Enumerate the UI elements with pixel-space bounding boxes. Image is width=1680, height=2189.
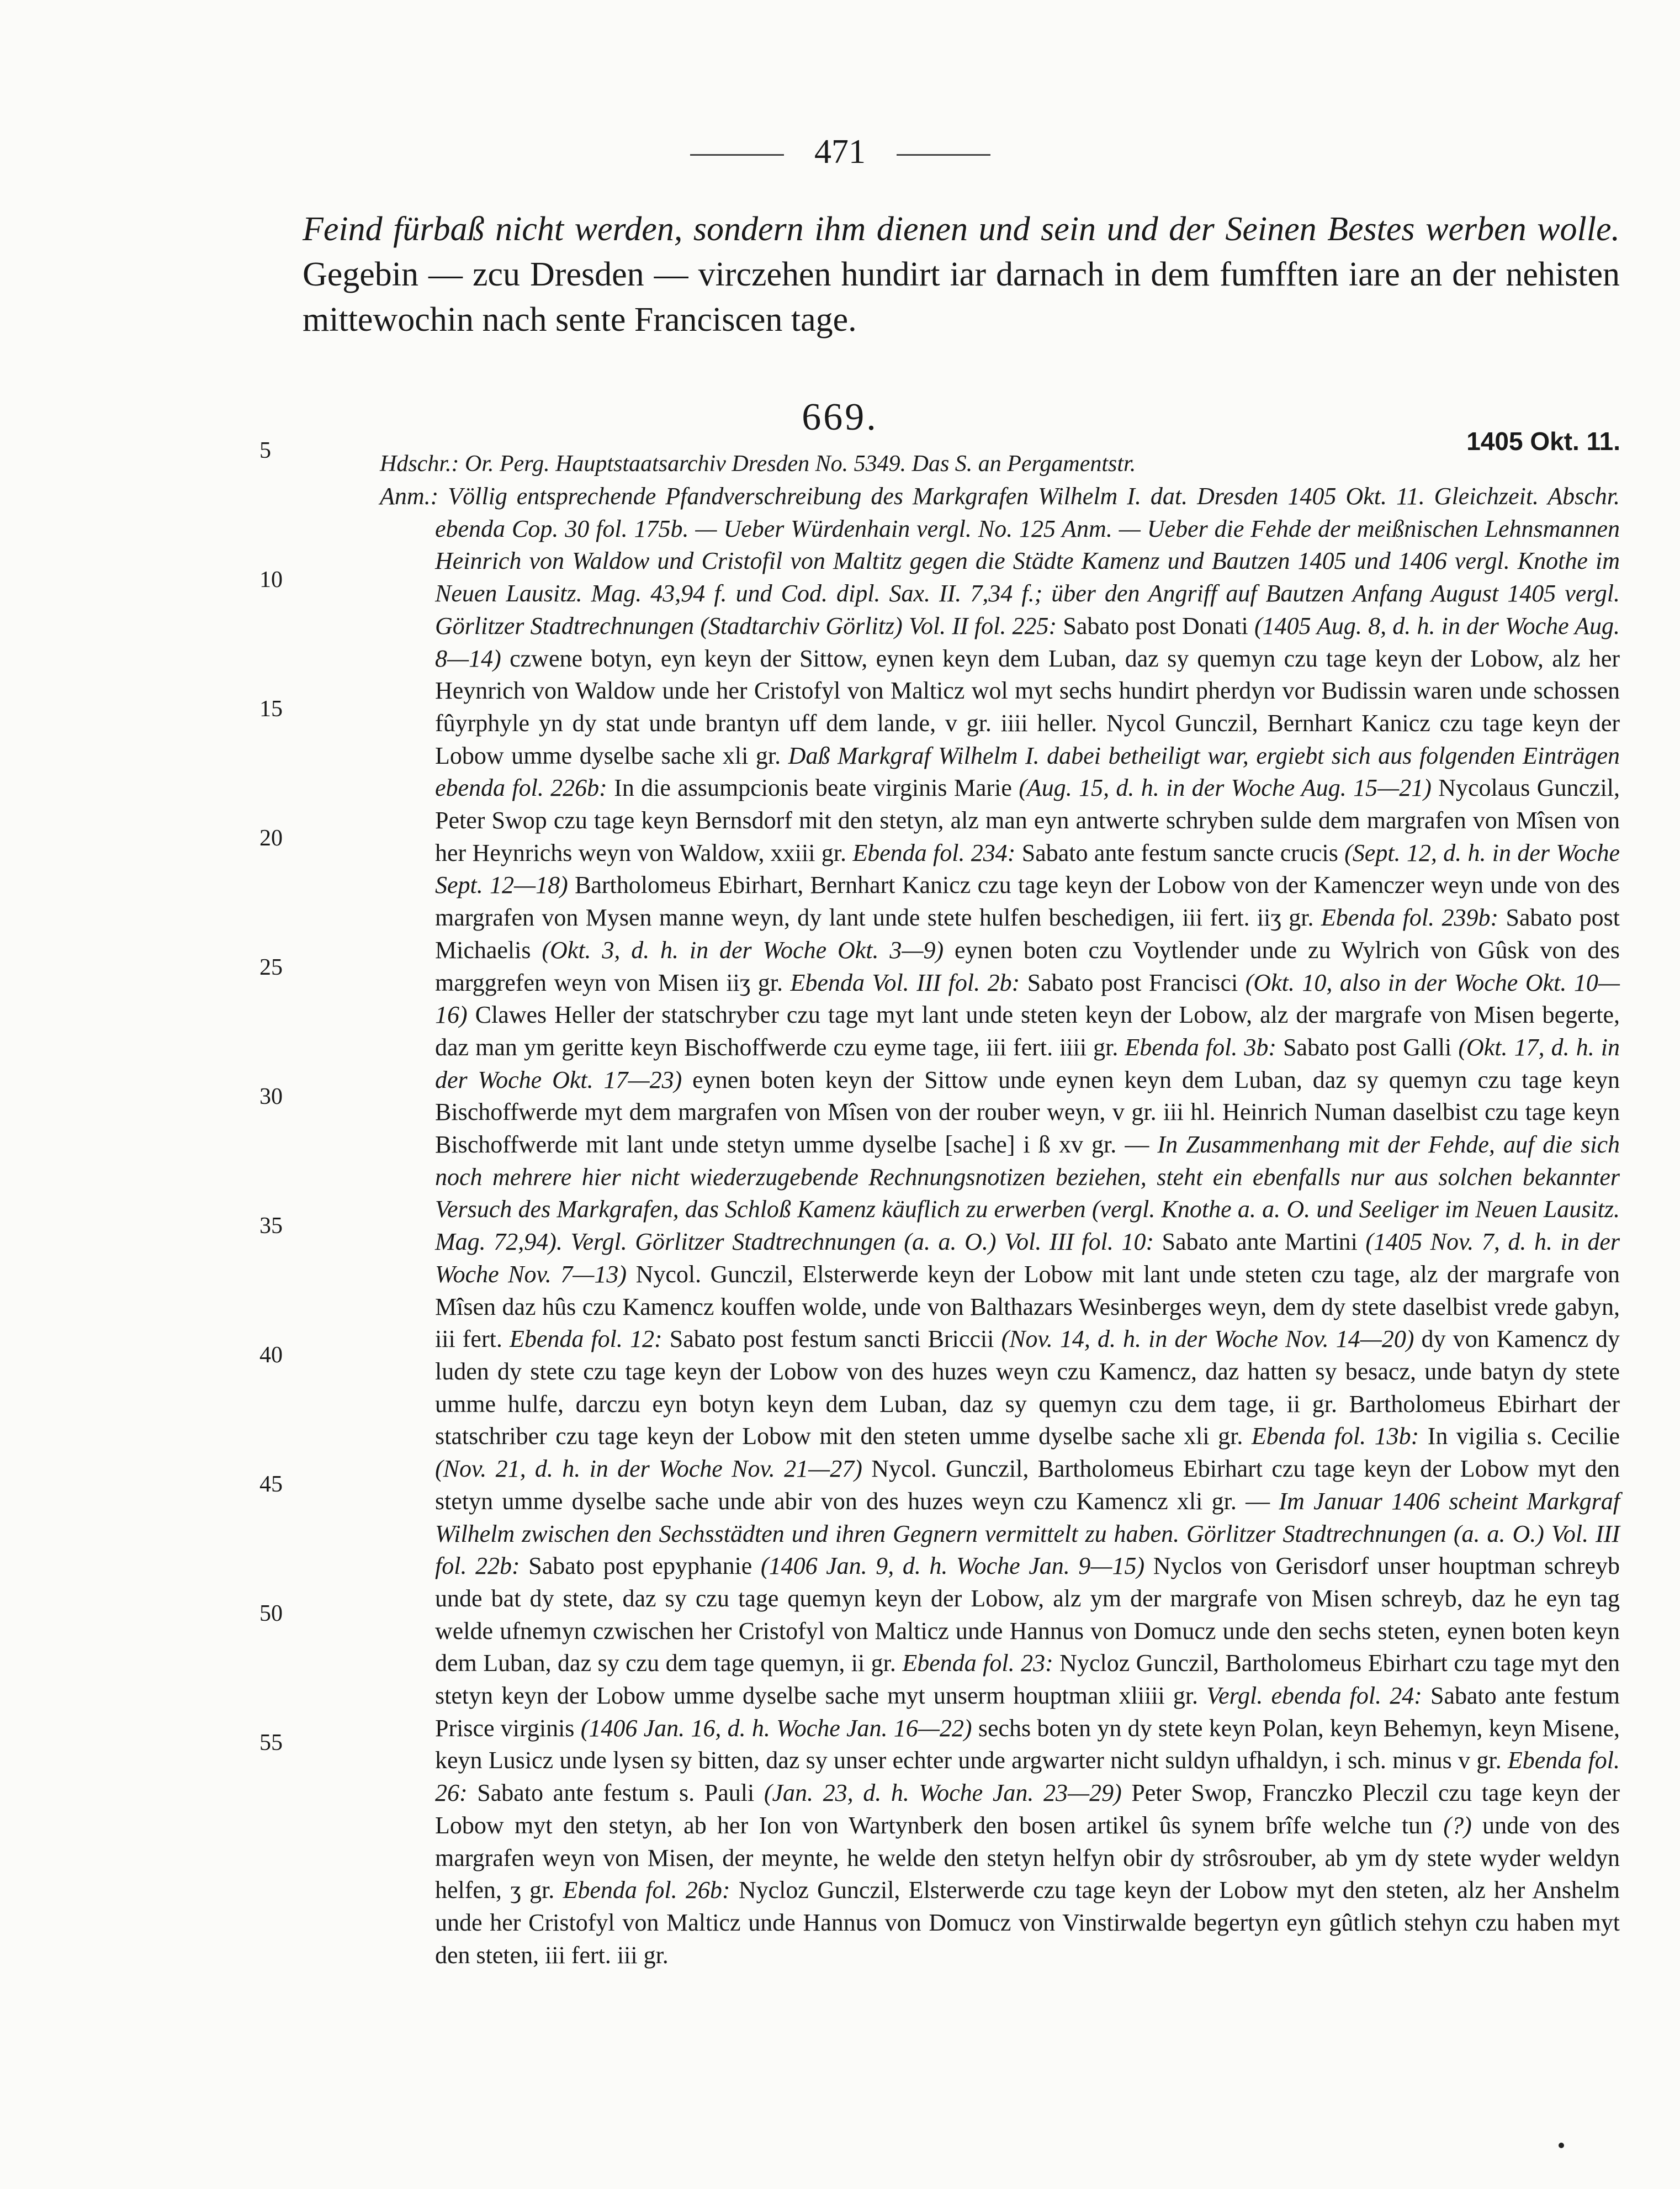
annotation-roman-segment: Sabato ante festum s. Pauli bbox=[467, 1779, 764, 1807]
annotation-roman-segment: Sabato ante festum sancte crucis bbox=[1015, 839, 1345, 866]
intro-paragraph bbox=[303, 207, 1620, 342]
annotation-italic-segment: Ebenda fol. 12: bbox=[509, 1325, 663, 1353]
annotation-roman-segment: Nycolaus Gunczil, Peter Swop czu tage keyn Bernsdorf mit den stetyn, alz man eyn antwerte schryben sulde dem margrafen von Mîsen von her Heynrichs weyn von Waldow, xxiii gr. bbox=[435, 774, 1620, 866]
annotation-roman-segment: dy von Kamencz dy luden dy stete czu tage keyn der Lobow von des huzes weyn czu Kamencz, daz hatten sy besacz, unde batyn dy stete umme hulfe, darczu eyn botyn keyn dem Luban, daz sy quemyn czu dem tage, ii gr. Bartholomeus Ebirhart der statschriber czu tage keyn der Lobow mit den steten umme dyselbe sache xli gr. bbox=[435, 1325, 1620, 1450]
margin-line-number: 30 bbox=[259, 1084, 283, 1109]
annotation-roman-segment: In die assumpcionis beate virginis Marie bbox=[607, 774, 1019, 802]
annotation-roman-segment: Sabato post Galli bbox=[1276, 1033, 1459, 1061]
annotation-italic-segment: (Sept. 12, d. h. in der Woche Sept. 12—18) bbox=[435, 839, 1620, 899]
annotation-italic-segment: In Zusammenhang mit der Fehde, auf die sich noch mehrere hier nicht wiederzugebende Rechnungsnotizen beziehen, steht ein ebenfalls nur aus solchen bekannter Versuch des Markgrafen, das Schloß Kamenz käuflich zu erwerben (vergl. Knothe a. a. O. und Seeliger im Neuen Lausitz. Mag. 72,94). Vergl. Görlitzer Stadtrechnungen (a. a. O.) Vol. III fol. 10: bbox=[435, 1131, 1620, 1256]
annotation-roman-segment: Sabato post Donati bbox=[1057, 612, 1254, 639]
margin-line-number: 15 bbox=[259, 696, 283, 722]
margin-line-number: 55 bbox=[259, 1730, 283, 1756]
annotation-italic-segment: (1406 Jan. 16, d. h. Woche Jan. 16—22) bbox=[580, 1714, 972, 1742]
margin-line-number: 5 bbox=[259, 438, 271, 463]
intro-roman-text: Gegebin — zcu Dresden — virczehen hundirt iar darnach in dem fumfften iare an der nehisten mittewochin nach sente Franciscen tage. bbox=[303, 256, 1620, 339]
annotation-italic-segment: Ebenda fol. 26: bbox=[435, 1747, 1620, 1807]
annotation-roman-segment: Sabato post festum sancti Briccii bbox=[662, 1325, 1001, 1353]
annotation-roman-segment: Nycol. Gunczil, Bartholomeus Ebirhart czu tage keyn der Lobow myt den stetyn umme dyselbe sache unde abir von des huzes weyn czu Kamencz xli gr. — bbox=[435, 1455, 1620, 1515]
annotation-italic-segment: (Nov. 14, d. h. in der Woche Nov. 14—20) bbox=[1001, 1325, 1414, 1353]
annotation-roman-segment: Sabato post epyphanie bbox=[520, 1552, 761, 1580]
annotation-italic-segment: Ebenda fol. 23: bbox=[902, 1649, 1053, 1677]
annotation-block bbox=[380, 480, 1620, 1971]
annotation-roman-segment: Sabato ante festum Prisce virginis bbox=[435, 1682, 1620, 1742]
annotation-italic-segment: (Nov. 21, d. h. in der Woche Nov. 21—27) bbox=[435, 1455, 862, 1483]
margin-line-number: 45 bbox=[259, 1472, 283, 1497]
annotation-roman-segment: Nycloz Gunczil, Bartholomeus Ebirhart czu tage myt den stetyn keyn der Lobow umme dyselbe sache myt unserm houptman xliiii gr. bbox=[435, 1649, 1620, 1710]
header-rule-left bbox=[690, 154, 784, 156]
margin-line-number: 20 bbox=[259, 826, 283, 851]
manuscript-note: Hdschr.: Or. Perg. Hauptstaatsarchiv Dresden No. 5349. Das S. an Pergamentstr. bbox=[380, 451, 1136, 477]
annotation-roman-segment: Sabato ante Martini bbox=[1154, 1228, 1366, 1256]
annotation-roman-segment: Nycloz Gunczil, Elsterwerde czu tage keyn der Lobow myt den steten, alz her Anshelm unde her Cristofyl von Malticz unde Hannus von Domucz von Vinstirwalde begertyn eyn gûtlich stehyn czu haben myt den steten, iii fert. iii gr. bbox=[435, 1876, 1620, 1969]
margin-line-number: 10 bbox=[259, 567, 283, 593]
annotation-italic-segment: (Okt. 3, d. h. in der Woche Okt. 3—9) bbox=[542, 936, 944, 964]
annotation-roman-segment: sechs boten yn dy stete keyn Polan, keyn Behemyn, keyn Misene, keyn Lusicz unde lysen sy bitten, daz sy unser echter unde argwarter nicht suldyn ufhaldyn, i sch. minus v gr. bbox=[435, 1714, 1620, 1774]
annotation-roman-segment: Sabato post Francisci bbox=[1020, 969, 1246, 996]
annotation-roman-segment: eynen boten czu Voytlender unde zu Wylrich von Gûsk von des marggrefen weyn von Misen iiʒ gr. bbox=[435, 936, 1620, 996]
document-number: 669. bbox=[802, 396, 878, 438]
annotation-italic-segment: (?) bbox=[1443, 1811, 1472, 1839]
page-number: 471 bbox=[814, 133, 866, 171]
annotation-roman-segment: Nycol. Gunczil, Elsterwerde keyn der Lobow mit lant unde steten czu tage, alz der margrafe von Mîsen daz hûs czu Kamencz kouffen wolde, unde von Balthazars Wesinberges weyn, dem dy stete daselbist vrede gabyn, iii fert. bbox=[435, 1260, 1620, 1353]
annotation-roman-segment: eynen boten keyn der Sittow unde eynen keyn dem Luban, daz sy quemyn czu tage keyn Bischoffwerde myt dem margrafen von Mîsen von der rouber weyn, v gr. iii hl. Heinrich Numan daselbist czu tage keyn Bischoffwerde mit lant unde stetyn umme dyselbe [sache] i ß xv gr. — bbox=[435, 1066, 1620, 1159]
annotation-italic-segment: Ebenda fol. 26b: bbox=[563, 1876, 730, 1904]
page-header bbox=[0, 133, 1680, 172]
annotation-italic-segment: Ebenda fol. 239b: bbox=[1321, 904, 1499, 932]
annotation-italic-segment: Ebenda fol. 13b: bbox=[1251, 1423, 1419, 1450]
annotation-italic-segment: (Okt. 17, d. h. in der Woche Okt. 17—23) bbox=[435, 1033, 1620, 1093]
annotation-italic-segment: (1406 Jan. 9, d. h. Woche Jan. 9—15) bbox=[760, 1552, 1145, 1580]
intro-italic-text: Feind fürbaß nicht werden, sondern ihm dienen und sein und der Seinen Bestes werben wolle. bbox=[303, 210, 1620, 248]
annotation-italic-segment: Im Januar 1406 scheint Markgraf Wilhelm zwischen den Sechsstädten und ihren Gegnern vermittelt zu haben. Görlitzer Stadtrechnungen (a. a. O.) Vol. III fol. 22b: bbox=[435, 1487, 1620, 1580]
annotation-roman-segment: Sabato post Michaelis bbox=[435, 904, 1620, 964]
margin-line-number: 35 bbox=[259, 1213, 283, 1239]
annotation-roman-segment: czwene botyn, eyn keyn der Sittow, eynen keyn dem Luban, daz sy quemyn czu tage keyn der Lobow, alz her Heynrich von Waldow unde her Cristofyl von Malticz wol myt sechs hundirt pherdyn vor Budissin waren unde schossen fûyrphyle yn dy stat unde brantyn uff dem lande, v gr. iiii heller. Nycol Gunczil, Bernhart Kanicz czu tage keyn der Lobow umme dyselbe sache xli gr. bbox=[435, 644, 1620, 769]
annotation-roman-segment: unde von des margrafen weyn von Misen, der meynte, he welde den stetyn helfyn obir dy strôsrouber, ab ym dy stete wyder weldyn helfen, ʒ gr. bbox=[435, 1811, 1620, 1904]
annotation-roman-segment: Clawes Heller der statschryber czu tage myt lant unde steten keyn der Lobow, alz der margrafe von Misen begerte, daz man ym geritte keyn Bischoffwerde czu eyme tage, iii fert. iiii gr. bbox=[435, 1001, 1620, 1061]
annotation-italic-segment: Ebenda Vol. III fol. 2b: bbox=[790, 969, 1020, 996]
annotation-italic-segment: (1405 Aug. 8, d. h. in der Woche Aug. 8—14) bbox=[435, 612, 1620, 672]
annotation-roman-segment: Peter Swop, Franczko Pleczil czu tage keyn der Lobow myt den stetyn, ab her Ion von Wartynberk den bosen artikel ûs synem brîfe welche tun bbox=[435, 1779, 1620, 1839]
annotation-italic-segment: Ebenda fol. 234: bbox=[852, 839, 1016, 866]
annotation-italic-segment: Vergl. ebenda fol. 24: bbox=[1206, 1682, 1422, 1710]
margin-line-number: 40 bbox=[259, 1342, 283, 1368]
annotation-roman-segment: Nyclos von Gerisdorf unser houptman schreyb unde bat dy stete, daz sy czu tage quemyn keyn der Lobow, alz ym der margrafe von Misen schreyb, daz he eyn tag welde ufnemyn czwischen her Cristofyl von Malticz unde Hannus von Domucz unde den sechs steten, eynen boten keyn dem Luban, daz sy czu dem tage quemyn, ii gr. bbox=[435, 1552, 1620, 1677]
annotation-italic-segment: Ebenda fol. 3b: bbox=[1125, 1033, 1277, 1061]
header-rule-right bbox=[897, 154, 990, 156]
document-date: 1405 Okt. 11. bbox=[1466, 427, 1620, 456]
annotation-roman-segment: In vigilia s. Cecilie bbox=[1419, 1423, 1620, 1450]
annotation-italic-segment: (Aug. 15, d. h. in der Woche Aug. 15—21) bbox=[1019, 774, 1432, 802]
annotation-italic-segment: (Okt. 10, also in der Woche Okt. 10—16) bbox=[435, 969, 1620, 1029]
margin-line-number: 25 bbox=[259, 955, 283, 980]
annotation-italic-segment: Anm.: Völlig entsprechende Pfandverschreibung des Markgrafen Wilhelm I. dat. Dresden 1405 Okt. 11. Gleichzeit. Abschr. ebenda Cop. 30 fol. 175b. — Ueber Würdenhain vergl. No. 125 Anm. — Ueber die Fehde der meißnischen Lehnsmannen Heinrich von Waldow und Cristofil von Maltitz gegen die Städte Kamenz und Bautzen 1405 und 1406 vergl. Knothe im Neuen Lausitz. Mag. 43,94 f. und Cod. dipl. Sax. II. 7,34 f.; über den Angriff auf Bautzen Anfang August 1405 vergl. Görlitzer Stadtrechnungen (Stadtarchiv Görlitz) Vol. II fol. 225: bbox=[380, 483, 1620, 639]
annotation-italic-segment: Daß Markgraf Wilhelm I. dabei betheiligt war, ergiebt sich aus folgenden Einträgen ebenda fol. 226b: bbox=[435, 742, 1620, 802]
annotation-paragraph bbox=[380, 480, 1620, 1971]
margin-line-number: 50 bbox=[259, 1601, 283, 1626]
annotation-roman-segment: Bartholomeus Ebirhart, Bernhart Kanicz czu tage keyn der Lobow von der Kamenczer weyn unde von des margrafen von Mysen manne weyn, dy lant unde stete hulfen beschedigen, iii fert. iiʒ gr. bbox=[435, 871, 1620, 932]
annotation-italic-segment: (1405 Nov. 7, d. h. in der Woche Nov. 7—13) bbox=[435, 1228, 1620, 1288]
ink-dot-mark bbox=[1559, 2143, 1564, 2148]
annotation-italic-segment: (Jan. 23, d. h. Woche Jan. 23—29) bbox=[764, 1779, 1122, 1807]
